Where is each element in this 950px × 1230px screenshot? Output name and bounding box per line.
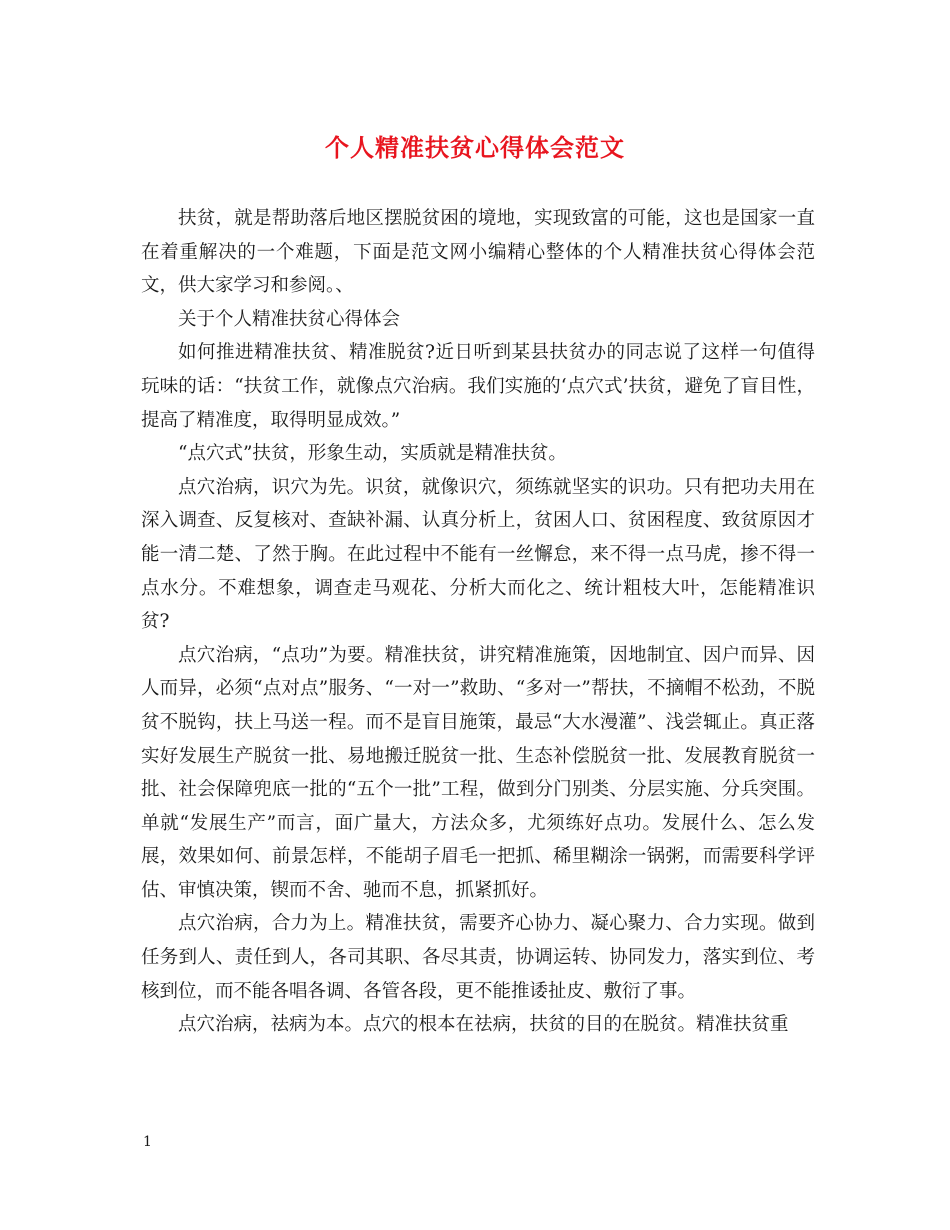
paragraph: “点穴式”扶贫，形象生动，实质就是精准扶贫。 — [178, 443, 567, 465]
paragraph: 如何推进精准扶贫、精准脱贫?近日听到某县扶贫办的同志说了这样一句值得玩味的话：“扶贫工作，就像点穴治病。我们实施的‘点穴式’扶贫，避免了盲目性，提高了精准度，取得明显成效。” — [141, 342, 815, 431]
paragraph-intro: 扶贫，就是帮助落后地区摆脱贫困的境地，实现致富的可能，这也是国家一直在着重解决的一个难题，下面是范文网小编精心整体的个人精准扶贫心得体会范文，供大家学习和参阅。、 — [141, 208, 815, 297]
document-body — [141, 202, 815, 1042]
paragraph: 点穴治病，“点功”为要。精准扶贫，讲究精准施策，因地制宜、因户而异、因人而异，必须“点对点”服务、“一对一”救助、“多对一”帮扶，不摘帽不松劲，不脱贫不脱钩，扶上马送一程。而不是盲目施策，最忌“大水漫灌”、浅尝辄止。真正落实好发展生产脱贫一批、易地搬迁脱贫一批、生态补偿脱贫一批、发展教育脱贫一批、社会保障兜底一批的“五个一批”工程，做到分门别类、分层实施、分兵突围。单就“发展生产”而言，面广量大，方法众多，尤须练好点功。发展什么、怎么发展，效果如何、前景怎样，不能胡子眉毛一把抓、稀里糊涂一锅粥，而需要科学评估、审慎决策，锲而不舍、驰而不息，抓紧抓好。 — [141, 644, 815, 901]
page-number: 1 — [143, 1134, 152, 1150]
section-heading: 关于个人精准扶贫心得体会 — [178, 308, 401, 330]
paragraph: 点穴治病，合力为上。精准扶贫，需要齐心协力、凝心聚力、合力实现。做到任务到人、责任到人，各司其职、各尽其责，协调运转、协同发力，落实到位、考核到位，而不能各唱各调、各管各段，更不能推诿扯皮、敷衍了事。 — [141, 913, 815, 1002]
document-title: 个人精准扶贫心得体会范文 — [325, 133, 625, 162]
paragraph: 点穴治病，祛病为本。点穴的根本在祛病，扶贫的目的在脱贫。精准扶贫重 — [178, 1014, 789, 1036]
paragraph: 点穴治病，识穴为先。识贫，就像识穴，须练就坚实的识功。只有把功夫用在深入调查、反复核对、查缺补漏、认真分析上，贫困人口、贫困程度、致贫原因才能一清二楚、了然于胸。在此过程中不能有一丝懈怠，来不得一点马虎，掺不得一点水分。不难想象，调查走马观花、分析大而化之、统计粗枝大叶，怎能精准识贫? — [141, 476, 815, 633]
